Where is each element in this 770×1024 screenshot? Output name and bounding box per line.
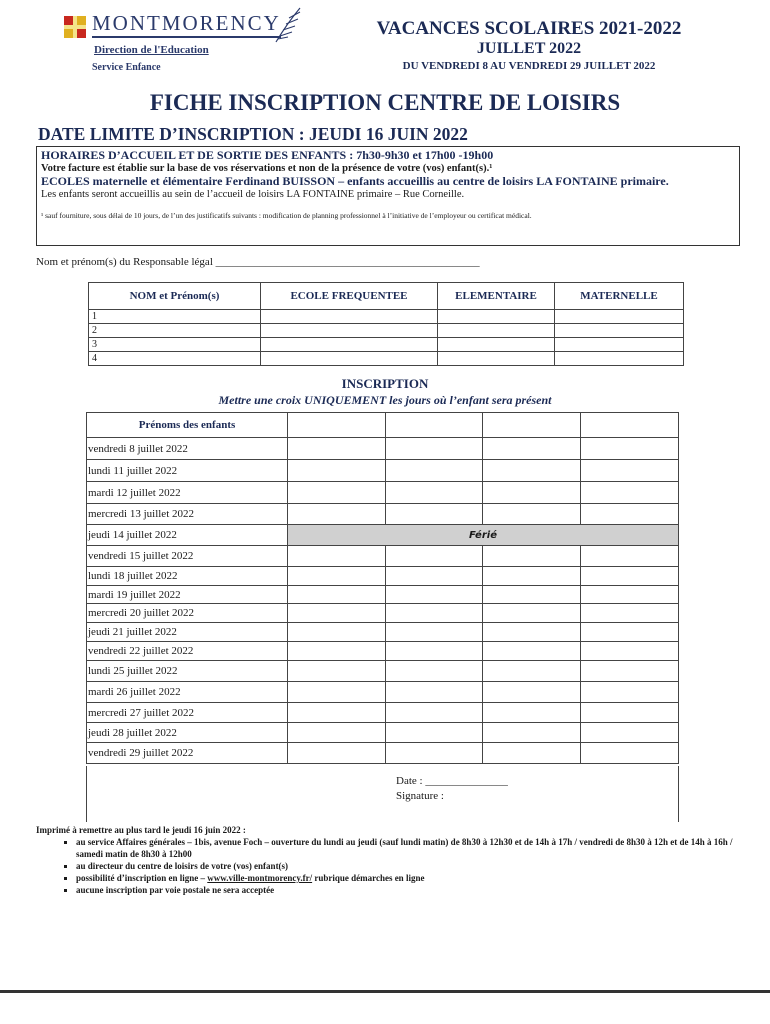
day-label: vendredi 22 juillet 2022 <box>87 642 288 661</box>
presence-cell[interactable] <box>385 586 483 604</box>
day-label: lundi 18 juillet 2022 <box>87 567 288 586</box>
presence-cell[interactable] <box>385 504 483 525</box>
presence-cell[interactable] <box>385 703 483 723</box>
city-crest-icon <box>64 16 86 38</box>
presence-cell[interactable] <box>385 661 483 682</box>
table-row <box>87 642 679 661</box>
day-label: jeudi 21 juillet 2022 <box>87 623 288 642</box>
presence-cell[interactable] <box>288 567 386 586</box>
day-label: vendredi 8 juillet 2022 <box>87 438 288 460</box>
presence-cell[interactable] <box>385 623 483 642</box>
presence-cell[interactable] <box>385 546 483 567</box>
presence-cell[interactable] <box>580 567 678 586</box>
presence-cell[interactable] <box>483 743 581 764</box>
info-box <box>36 146 740 246</box>
table-row: 2 <box>89 324 684 338</box>
presence-cell[interactable] <box>580 661 678 682</box>
presence-cell[interactable] <box>580 438 678 460</box>
signature-field[interactable]: Signature : <box>396 790 444 802</box>
table-row <box>87 661 679 682</box>
presence-cell[interactable] <box>483 438 581 460</box>
table-row <box>87 460 679 482</box>
presence-cell[interactable] <box>580 604 678 623</box>
presence-cell[interactable] <box>385 642 483 661</box>
info-facture: Votre facture est établie sur la base de vos réservations et non de la présence de votre (vos) enfant(s).¹ <box>41 163 493 174</box>
col-nom: NOM et Prénom(s) <box>89 283 261 310</box>
presence-cell[interactable] <box>483 623 581 642</box>
presence-cell[interactable] <box>385 682 483 703</box>
table-row <box>87 504 679 525</box>
presence-cell[interactable] <box>580 623 678 642</box>
presence-cell[interactable] <box>580 682 678 703</box>
table-row <box>87 743 679 764</box>
col-maternelle: MATERNELLE <box>555 283 684 310</box>
list-item: ▪ au service Affaires générales – 1bis, avenue Foch – ouverture du lundi au jeudi (sauf lundi matin) de 8h30 à 12h30 et de 14h à 17h / vendredi de 8h30 à 12h et de 14h à 16h / samedi matin de 8h30 à 12h00 <box>76 836 748 860</box>
table-row <box>87 586 679 604</box>
presence-cell[interactable] <box>288 623 386 642</box>
presence-cell[interactable] <box>288 586 386 604</box>
table-row <box>87 546 679 567</box>
presence-cell[interactable] <box>288 546 386 567</box>
presence-cell[interactable] <box>580 460 678 482</box>
logo-service: Service Enfance <box>92 62 161 73</box>
day-label: jeudi 28 juillet 2022 <box>87 723 288 743</box>
day-label: jeudi 14 juillet 2022 <box>87 525 288 546</box>
day-label: mardi 19 juillet 2022 <box>87 586 288 604</box>
table-row <box>87 604 679 623</box>
presence-cell[interactable] <box>288 703 386 723</box>
signature-box <box>86 766 679 822</box>
day-label: lundi 25 juillet 2022 <box>87 661 288 682</box>
days-table <box>86 412 679 764</box>
child-col-3[interactable] <box>483 413 581 438</box>
presence-cell[interactable] <box>385 743 483 764</box>
presence-cell[interactable] <box>580 703 678 723</box>
website-link[interactable]: www.ville-montmorency.fr/ <box>207 873 313 883</box>
logo-city-name: MONTMORENCY <box>92 10 281 38</box>
presence-cell[interactable] <box>288 604 386 623</box>
presence-cell[interactable] <box>385 482 483 504</box>
child-col-4[interactable] <box>580 413 678 438</box>
presence-cell[interactable] <box>483 586 581 604</box>
header-dates: DU VENDREDI 8 AU VENDREDI 29 JUILLET 2022 <box>402 60 656 72</box>
day-label: mardi 26 juillet 2022 <box>87 682 288 703</box>
presence-cell[interactable] <box>483 682 581 703</box>
presence-cell[interactable] <box>288 682 386 703</box>
inscription-title: INSCRIPTION <box>341 376 429 391</box>
presence-cell[interactable] <box>483 460 581 482</box>
presence-cell[interactable] <box>580 723 678 743</box>
presence-cell[interactable] <box>580 642 678 661</box>
day-label: mercredi 13 juillet 2022 <box>87 504 288 525</box>
logo-direction: Direction de l'Education <box>94 44 209 56</box>
header-month: JUILLET 2022 <box>476 40 582 57</box>
instructions-intro: Imprimé à remettre au plus tard le jeudi 16 juin 2022 : <box>36 825 246 835</box>
child-col-2[interactable] <box>385 413 483 438</box>
presence-cell[interactable] <box>580 743 678 764</box>
presence-cell[interactable] <box>483 723 581 743</box>
col-ecole: ECOLE FREQUENTEE <box>261 283 438 310</box>
responsable-field[interactable]: Nom et prénom(s) du Responsable légal ________________________________________________ <box>36 256 480 268</box>
presence-cell[interactable] <box>385 604 483 623</box>
presence-cell[interactable] <box>288 482 386 504</box>
presence-cell[interactable] <box>385 567 483 586</box>
col-elementaire: ELEMENTAIRE <box>438 283 555 310</box>
day-label: lundi 11 juillet 2022 <box>87 460 288 482</box>
presence-cell[interactable] <box>288 723 386 743</box>
deadline: DATE LIMITE D’INSCRIPTION : JEUDI 16 JUIN 2022 <box>38 124 468 144</box>
list-item: ▪ possibilité d’inscription en ligne – www.ville-montmorency.fr/ rubrique démarches en ligne <box>76 872 748 884</box>
presence-cell[interactable] <box>580 586 678 604</box>
col-prenoms: Prénoms des enfants <box>87 413 288 438</box>
presence-cell[interactable] <box>483 482 581 504</box>
signature-date[interactable]: Date : _______________ <box>396 775 508 787</box>
info-horaires: HORAIRES D’ACCUEIL ET DE SORTIE DES ENFANTS : 7h30-9h30 et 17h00 -19h00 <box>41 148 494 162</box>
info-accueil: Les enfants seront accueillis au sein de l’accueil de loisirs LA FONTAINE primaire – Rue Corneille. <box>41 189 465 200</box>
presence-cell[interactable] <box>483 703 581 723</box>
presence-cell[interactable] <box>483 567 581 586</box>
presence-cell[interactable] <box>483 546 581 567</box>
day-label: mardi 12 juillet 2022 <box>87 482 288 504</box>
day-label: vendredi 29 juillet 2022 <box>87 743 288 764</box>
info-ecoles: ECOLES maternelle et élémentaire Ferdinand BUISSON – enfants accueillis au centre de loisirs LA FONTAINE primaire. <box>41 174 669 188</box>
presence-cell[interactable] <box>385 438 483 460</box>
page-title: FICHE INSCRIPTION CENTRE DE LOISIRS <box>149 90 621 115</box>
children-table <box>88 282 684 366</box>
presence-cell[interactable] <box>288 661 386 682</box>
presence-cell[interactable] <box>483 604 581 623</box>
presence-cell[interactable] <box>288 743 386 764</box>
day-label: vendredi 15 juillet 2022 <box>87 546 288 567</box>
list-item: ▪ au directeur du centre de loisirs de votre (vos) enfant(s) <box>76 860 748 872</box>
list-item: ▪ aucune inscription par voie postale ne sera acceptée <box>76 884 748 896</box>
child-col-1[interactable] <box>288 413 386 438</box>
presence-cell[interactable] <box>288 642 386 661</box>
table-row: 4 <box>89 352 684 366</box>
table-row <box>87 438 679 460</box>
info-footnote: ¹ sauf fourniture, sous délai de 10 jours, de l’un des justificatifs suivants : modification de planning professionnel à l’initiative de l’employeur ou certificat médical. <box>41 211 532 220</box>
presence-cell[interactable] <box>288 438 386 460</box>
day-label: mercredi 20 juillet 2022 <box>87 604 288 623</box>
table-row: 3 <box>89 338 684 352</box>
presence-cell[interactable] <box>483 504 581 525</box>
feather-icon <box>272 6 302 44</box>
presence-cell[interactable] <box>288 460 386 482</box>
table-row <box>87 567 679 586</box>
instructions <box>36 824 748 896</box>
presence-cell[interactable] <box>580 546 678 567</box>
presence-cell[interactable] <box>580 504 678 525</box>
table-row <box>87 525 679 546</box>
day-label: mercredi 27 juillet 2022 <box>87 703 288 723</box>
ferie-cell: Férié <box>288 525 679 546</box>
table-row <box>87 723 679 743</box>
table-row <box>87 703 679 723</box>
presence-cell[interactable] <box>483 661 581 682</box>
presence-cell[interactable] <box>385 723 483 743</box>
presence-cell[interactable] <box>580 482 678 504</box>
header-vacances: VACANCES SCOLAIRES 2021-2022 <box>376 18 682 39</box>
presence-cell[interactable] <box>385 460 483 482</box>
table-row: 1 <box>89 310 684 324</box>
presence-cell[interactable] <box>288 504 386 525</box>
bottom-rule <box>0 990 770 993</box>
presence-cell[interactable] <box>483 642 581 661</box>
inscription-subtitle: Mettre une croix UNIQUEMENT les jours où l’enfant sera présent <box>218 393 552 407</box>
table-row <box>87 623 679 642</box>
table-row <box>87 482 679 504</box>
table-row <box>87 682 679 703</box>
